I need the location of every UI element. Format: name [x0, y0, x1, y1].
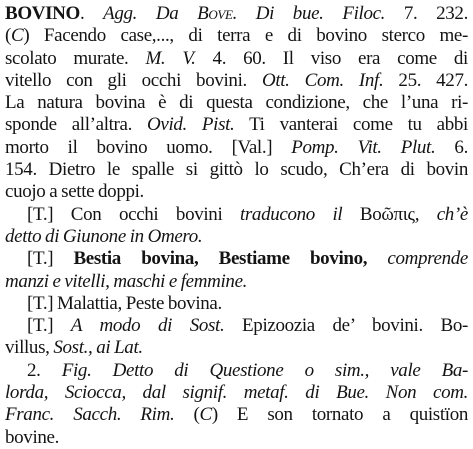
entry-line: [5, 293, 468, 315]
entry-line: [5, 360, 468, 382]
text-segment: 7. 232.: [385, 3, 468, 24]
text-segment: A modo di Sost.: [70, 315, 225, 337]
entry-line: [5, 3, 468, 25]
text-segment: 6.: [435, 136, 468, 158]
text-segment: Sost., ai Lat.: [53, 337, 143, 359]
entry-line: [5, 92, 468, 114]
text-segment: Bove: [197, 3, 233, 24]
entry-line: [5, 271, 468, 293]
dictionary-entry: [5, 3, 468, 449]
text-segment: . Di bue. Filoc.: [232, 3, 386, 24]
text-segment: manzi e vitelli, maschi e femmine.: [5, 270, 248, 292]
entry-line: [5, 427, 468, 449]
entry-line: [5, 159, 468, 181]
text-segment: morto il bovino uomo. [Val.]: [5, 136, 292, 158]
text-segment: villus,: [5, 337, 54, 359]
text-segment: Agg. Da: [103, 3, 198, 24]
entry-line: [5, 114, 468, 136]
text-segment: bovine.: [5, 426, 60, 448]
text-segment: BOVINO: [5, 3, 80, 24]
text-segment: Ovid. Pist.: [146, 114, 235, 136]
text-segment: Ti vanterai come tu abbi: [234, 114, 468, 136]
text-segment: ) E son tornato a quistïon: [211, 404, 468, 426]
text-segment: (: [5, 25, 11, 47]
text-segment: .: [79, 3, 104, 24]
text-segment: Ott. Com. Inf.: [261, 69, 384, 91]
text-segment: 4. 60. Il viso era come di: [195, 47, 468, 69]
text-segment: vitello con gli occhi bovini.: [5, 69, 262, 91]
text-segment: C: [10, 25, 24, 47]
text-segment: (: [174, 404, 200, 426]
text-segment: Fig. Detto di Questione o sim., vale Ba-: [61, 359, 469, 381]
entry-line: [5, 48, 468, 70]
text-segment: cuojo a sette doppi.: [5, 181, 144, 203]
entry-line: [5, 204, 468, 226]
text-segment: scolato murate.: [5, 47, 146, 69]
entry-line: [5, 404, 468, 426]
text-segment: [T.]: [27, 248, 74, 270]
text-segment: [T.]: [27, 315, 71, 337]
entry-line: [5, 226, 468, 248]
text-segment: 25. 427.: [383, 69, 469, 91]
entry-line: [5, 315, 468, 337]
text-segment: lorda, Sciocca, dal signif. metaf. di Bue. Non com.: [5, 382, 468, 404]
text-segment: comprende: [367, 248, 468, 270]
text-segment: Βοῶπις: [342, 203, 415, 225]
text-segment: Epizoozia de’ bovini. Bo-: [224, 315, 468, 337]
text-segment: Bestia bovina, Bestiame bovino,: [73, 248, 368, 270]
text-segment: traducono il: [239, 203, 343, 225]
text-segment: 2.: [27, 359, 62, 381]
text-segment: [T.] Malattia, Peste bovina.: [27, 292, 222, 314]
text-segment: [T.] Con occhi bovini: [27, 203, 240, 225]
entry-line: [5, 181, 468, 203]
entry-line: [5, 337, 468, 359]
text-segment: C: [199, 404, 212, 426]
text-segment: M. V.: [145, 47, 196, 69]
text-segment: ) Facendo case,..., di terra e di bovino sterco me-: [23, 25, 468, 47]
text-segment: detto di Giunone in Omero.: [5, 225, 203, 247]
entry-line: [5, 25, 468, 47]
entry-line: [5, 70, 468, 92]
entry-line: [5, 248, 468, 270]
text-segment: sponde all’altra.: [5, 114, 147, 136]
text-segment: La natura bovina è di questa condizione, che l’una ri-: [5, 92, 468, 114]
entry-line: [5, 382, 468, 404]
text-segment: 154. Dietro le spalle si gittò lo scudo, Ch’era di bovin: [5, 159, 468, 181]
text-segment: , ch’è: [414, 203, 468, 225]
text-segment: Pomp. Vit. Plut.: [291, 136, 436, 158]
entry-line: [5, 137, 468, 159]
text-segment: Franc. Sacch. Rim.: [5, 404, 175, 426]
